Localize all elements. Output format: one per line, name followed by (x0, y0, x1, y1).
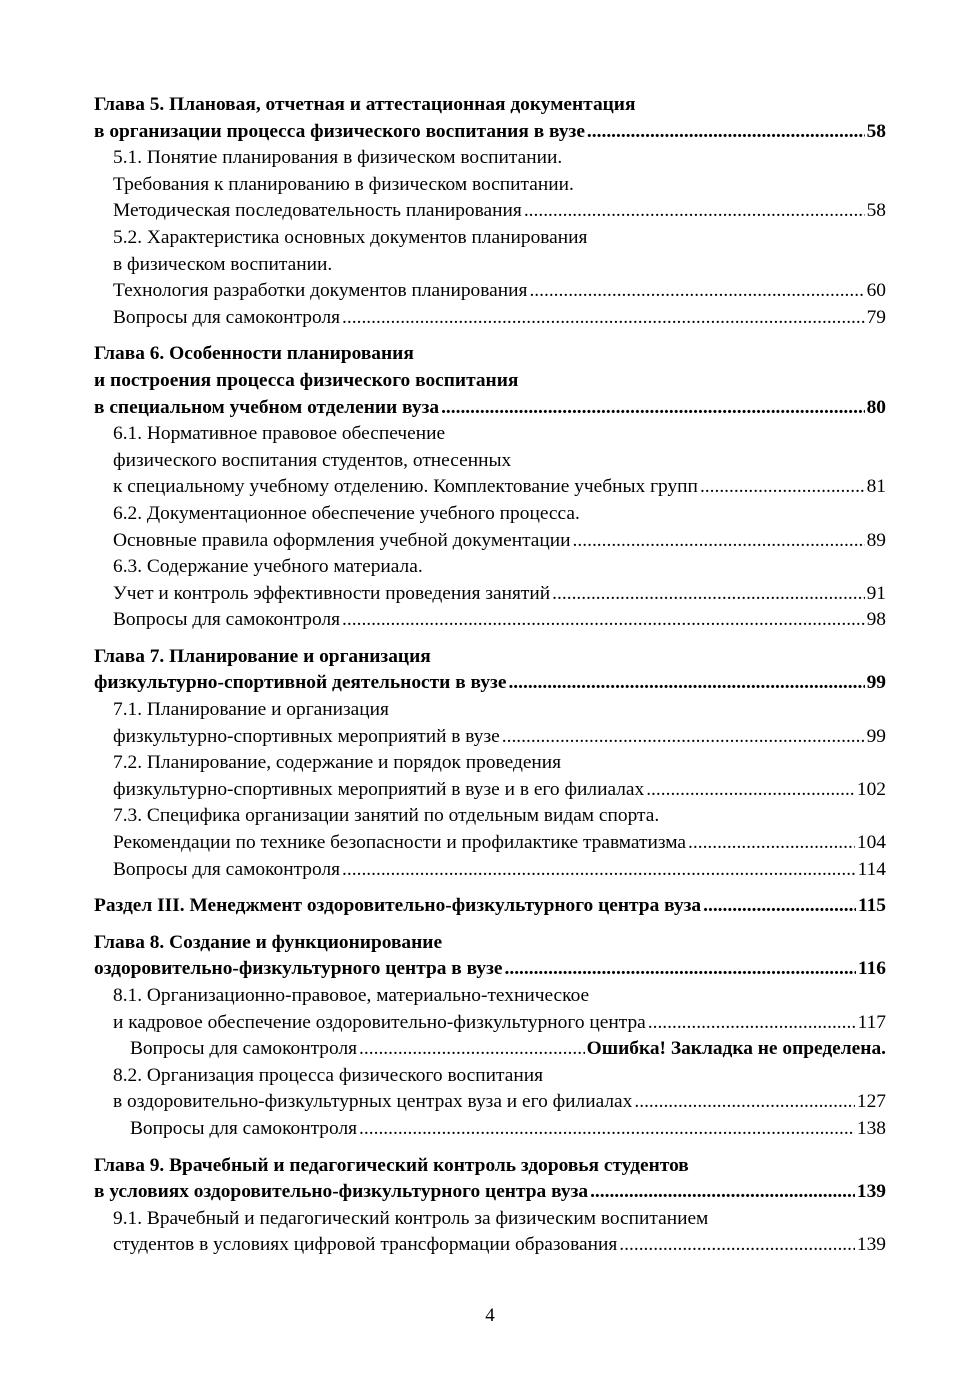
subsection-entry-row (130, 1036, 886, 1063)
subsection-entry[interactable] (94, 697, 886, 750)
page-ref: 98 (866, 609, 886, 631)
page-ref: 115 (857, 895, 886, 917)
subsection-title-line: и кадровое обеспечение оздоровительно-физкультурного центра (113, 1011, 646, 1033)
subsection-title-line: 6.3. Содержание учебного материала. (113, 556, 423, 578)
subsection-entry[interactable] (94, 145, 886, 225)
subsection-title-line: Вопросы для самоконтроля (130, 1117, 358, 1139)
dot-leader (573, 528, 865, 555)
subsection-title-line: Учет и контроль эффективности проведения занятий (113, 582, 551, 604)
subsection-title-line: в оздоровительно-физкультурных центрах вуза и его филиалах (113, 1091, 633, 1113)
subsection-entry-row (113, 724, 886, 751)
page-ref: 91 (866, 582, 886, 604)
chapter-title-line: и построения процесса физического воспитания (94, 369, 519, 391)
dot-leader (552, 581, 864, 608)
subsection-entry-row (130, 1116, 886, 1143)
page-ref: 138 (856, 1117, 886, 1139)
subsection-title-line: физкультурно-спортивных мероприятий в вузе (113, 725, 500, 747)
page-ref: 104 (856, 832, 886, 854)
chapter-title-line: оздоровительно-физкультурного центра в вузе (94, 958, 503, 980)
page-ref: 117 (857, 1011, 886, 1033)
subsection-title-line: в физическом воспитании. (113, 253, 333, 275)
dot-leader (703, 893, 856, 920)
subsection-title-line: студентов в условиях цифровой трансформации образования (113, 1234, 618, 1256)
chapter-heading[interactable] (94, 92, 886, 145)
dot-leader (529, 278, 864, 305)
subsection-entry[interactable] (94, 1036, 886, 1063)
chapter-title-line: Раздел III. Менеджмент оздоровительно-физкультурного центра вуза (94, 895, 702, 917)
chapter-title-line: в специальном учебном отделении вуза (94, 396, 440, 418)
subsection-entry[interactable] (94, 1116, 886, 1143)
subsection-title-line: Основные правила оформления учебной документации (113, 529, 571, 551)
subsection-entry[interactable] (94, 554, 886, 607)
chapter-title-line: Глава 6. Особенности планирования (94, 343, 414, 365)
page-ref: 139 (856, 1181, 886, 1203)
subsection-title-line: 7.1. Планирование и организация (113, 699, 389, 721)
dot-leader (441, 395, 865, 422)
toc-section (94, 92, 886, 331)
chapter-title-line: Глава 7. Планирование и организация (94, 645, 431, 667)
subsection-title-line: физкультурно-спортивных мероприятий в вузе и в его филиалах (113, 778, 645, 800)
page-ref: 81 (866, 476, 886, 498)
subsection-title-line: 6.1. Нормативное правовое обеспечение (113, 423, 446, 445)
subsection-title-line: 7.2. Планирование, содержание и порядок проведения (113, 752, 562, 774)
subsection-title-line: 9.1. Врачебный и педагогический контроль за физическим воспитанием (113, 1207, 709, 1229)
subsection-title-line: 5.1. Понятие планирования в физическом воспитании. (113, 147, 563, 169)
subsection-title-line: Технология разработки документов планирования (113, 280, 528, 302)
subsection-title-line: Требования к планированию в физическом воспитании. (113, 173, 574, 195)
subsection-entry[interactable] (94, 1206, 886, 1259)
page-ref: 89 (866, 529, 886, 551)
subsection-entry-row (113, 305, 886, 332)
page-ref: 127 (856, 1091, 886, 1113)
dot-leader (342, 857, 856, 884)
chapter-entry-row (94, 893, 886, 920)
subsection-entry[interactable] (94, 501, 886, 554)
subsection-title-line: Вопросы для самоконтроля (113, 858, 341, 880)
subsection-entry-row (113, 278, 886, 305)
dot-leader (688, 830, 855, 857)
dot-leader (634, 1089, 855, 1116)
dot-leader (590, 1179, 855, 1206)
page-ref: 58 (866, 200, 886, 222)
chapter-heading[interactable] (94, 341, 886, 421)
chapter-heading[interactable] (94, 1153, 886, 1206)
subsection-title-line: Рекомендации по технике безопасности и профилактике травматизма (113, 832, 687, 854)
chapter-entry-row (94, 395, 886, 422)
toc-section (94, 341, 886, 634)
chapter-entry-row (94, 1179, 886, 1206)
toc-section (94, 1153, 886, 1259)
subsection-title-line: 8.1. Организационно-правовое, материально-техническое (113, 985, 590, 1006)
subsection-entry-row (113, 1232, 886, 1259)
page-ref: 114 (857, 858, 886, 880)
page-ref: 79 (866, 306, 886, 328)
toc-section (94, 893, 886, 920)
subsection-title-line: 7.3. Специфика организации занятий по отдельным видам спорта. (113, 805, 660, 827)
chapter-entry-row (94, 119, 886, 146)
bookmark-error-text: Ошибка! Закладка не определена. (586, 1038, 886, 1060)
subsection-entry-row (113, 581, 886, 608)
chapter-title-line: Глава 5. Плановая, отчетная и аттестационная документация (94, 94, 636, 115)
subsection-entry-row (113, 777, 886, 804)
dot-leader (359, 1116, 855, 1143)
chapter-entry-row (94, 670, 886, 697)
subsection-entry[interactable] (94, 607, 886, 634)
page-ref: 99 (866, 672, 886, 694)
chapter-title-line: в условиях оздоровительно-физкультурного центра вуза (94, 1181, 589, 1203)
subsection-title-line: Вопросы для самоконтроля (113, 609, 341, 631)
dot-leader (502, 724, 865, 751)
subsection-entry-row (113, 474, 886, 501)
dot-leader (524, 198, 865, 225)
subsection-entry-row (113, 198, 886, 225)
subsection-entry-row (113, 607, 886, 634)
dot-leader (359, 1036, 585, 1063)
subsection-entry[interactable] (94, 750, 886, 803)
subsection-entry[interactable] (94, 421, 886, 501)
page-ref: 116 (857, 958, 886, 980)
subsection-title-line: к специальному учебному отделению. Комплектование учебных групп (113, 476, 698, 498)
page-ref: 99 (866, 725, 886, 747)
page-ref: 102 (856, 778, 886, 800)
subsection-entry[interactable] (94, 1063, 886, 1116)
toc-section (94, 644, 886, 883)
page-ref: 58 (866, 120, 886, 142)
subsection-entry[interactable] (94, 857, 886, 884)
subsection-title-line: 6.2. Документационное обеспечение учебного процесса. (113, 502, 580, 524)
chapter-title-line: в организации процесса физического воспитания в вузе (94, 120, 585, 142)
subsection-entry-row (113, 1089, 886, 1116)
chapter-title-line: физкультурно-спортивной деятельности в вузе (94, 672, 507, 694)
subsection-title-line: 5.2. Характеристика основных документов планирования (113, 226, 588, 248)
table-of-contents (94, 92, 886, 1259)
dot-leader (700, 474, 865, 501)
subsection-entry[interactable] (94, 305, 886, 332)
dot-leader (342, 305, 865, 332)
chapter-heading[interactable] (94, 893, 886, 920)
chapter-title-line: Глава 8. Создание и функционирование (94, 931, 443, 953)
subsection-entry-row (113, 1010, 886, 1037)
subsection-title-line: 8.2. Организация процесса физического воспитания (113, 1064, 543, 1086)
subsection-entry-row (113, 830, 886, 857)
subsection-entry[interactable] (94, 803, 886, 856)
dot-leader (646, 777, 855, 804)
subsection-title-line: Методическая последовательность планирования (113, 200, 522, 222)
subsection-title-line: Вопросы для самоконтроля (113, 306, 341, 328)
page-ref: 60 (866, 280, 886, 302)
page-ref: 80 (866, 396, 886, 418)
dot-leader (587, 119, 865, 146)
toc-section (94, 930, 886, 1143)
subsection-title-line: Вопросы для самоконтроля (130, 1038, 358, 1060)
subsection-title-line: физического воспитания студентов, отнесенных (113, 449, 512, 471)
subsection-entry-row (113, 857, 886, 884)
dot-leader (508, 670, 864, 697)
dot-leader (342, 607, 865, 634)
chapter-heading[interactable] (94, 644, 886, 697)
subsection-entry[interactable] (94, 225, 886, 305)
dot-leader (505, 956, 856, 983)
page-number: 4 (485, 1305, 495, 1326)
dot-leader (648, 1010, 856, 1037)
chapter-entry-row (94, 956, 886, 983)
chapter-title-line: Глава 9. Врачебный и педагогический контроль здоровья студентов (94, 1154, 689, 1176)
dot-leader (619, 1232, 855, 1259)
subsection-entry[interactable] (94, 983, 886, 1036)
subsection-entry-row (113, 528, 886, 555)
page-ref: 139 (856, 1234, 886, 1256)
chapter-heading[interactable] (94, 930, 886, 983)
